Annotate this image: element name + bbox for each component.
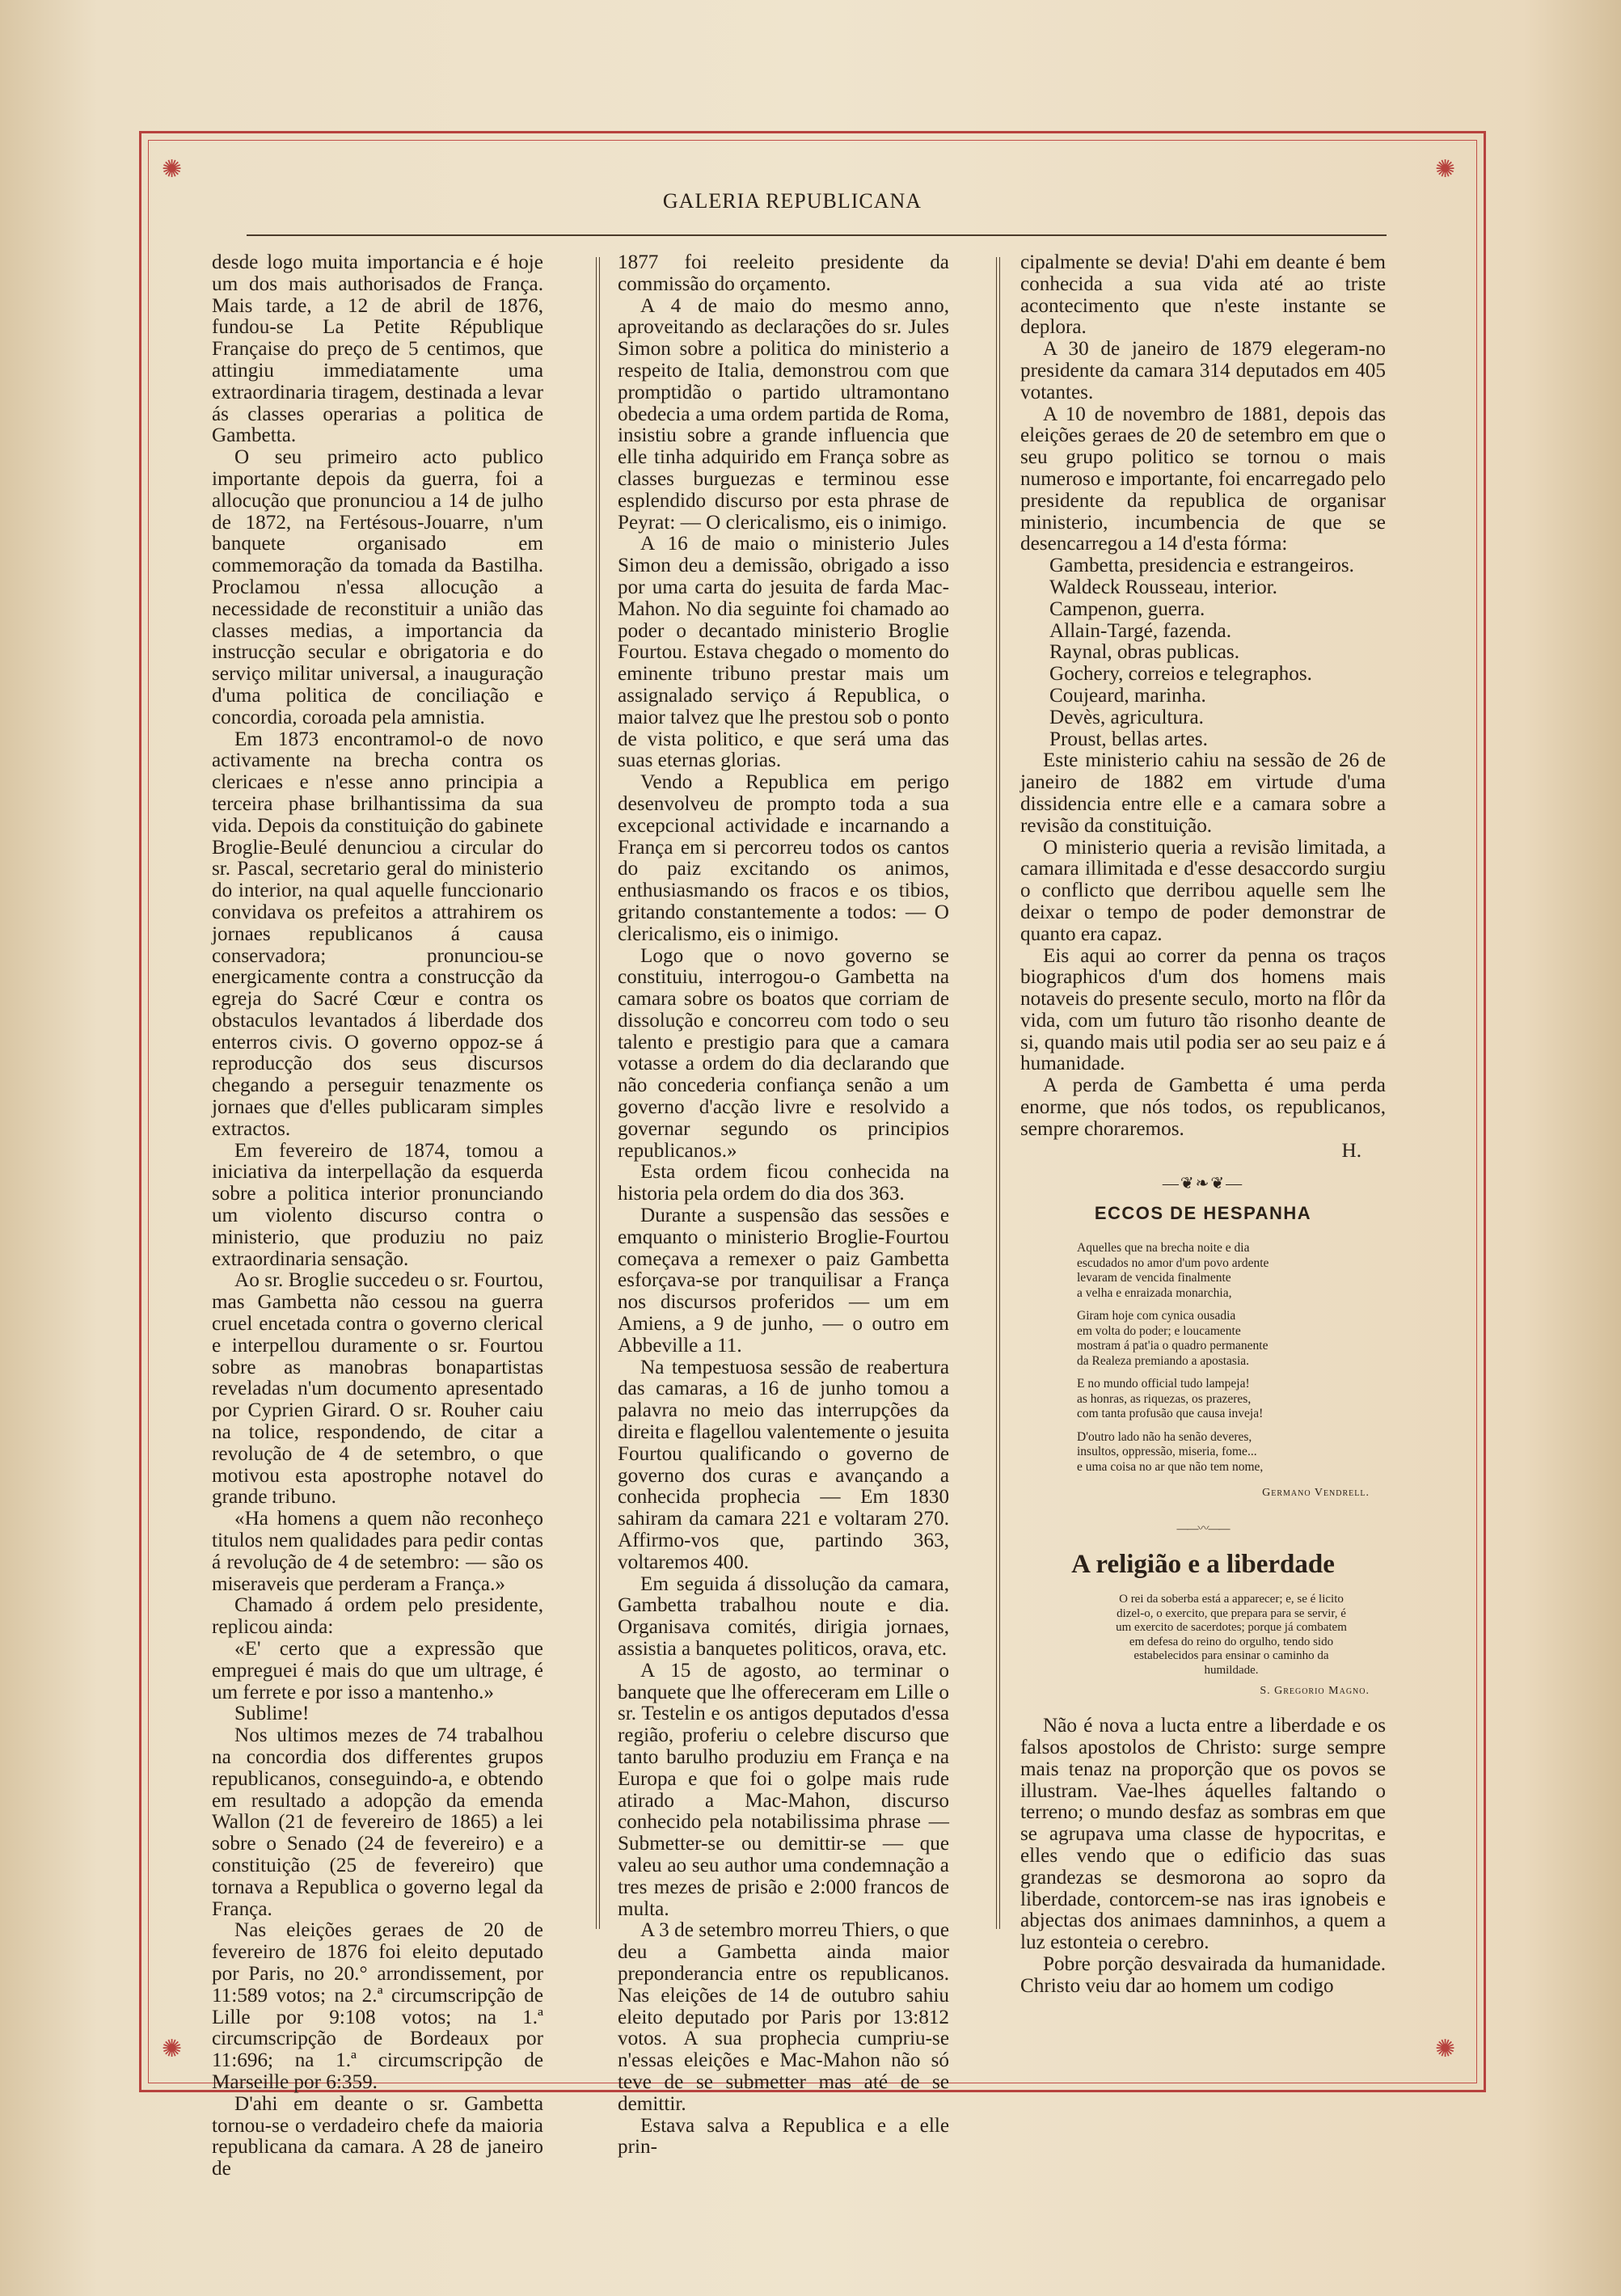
- text-column-1: [212, 252, 543, 2180]
- ministry-line: Proust, bellas artes.: [1049, 728, 1208, 750]
- paragraph: A 10 de novembro de 1881, depois das eleições geraes de 20 de setembro em que o seu grupo politico se tornou o mais numeroso e importante, foi encarregado pelo presidente da republica de organisar ministerio, incumbencia de que se desencarregou a 14 d'esta fórma:: [1020, 403, 1386, 555]
- paragraph: Pobre porção desvairada da humanidade. Christo veiu dar ao homem um codigo: [1020, 1953, 1386, 1997]
- paragraph: Logo que o novo governo se constituiu, interrogou-o Gambetta na camara sobre os boatos que corriam de dissolução e concorreu com todo o seu talento e prestigio para que a camara votasse a ordem do dia declarando que não concederia confiança senão a um governo d'acção livre e resolvido a governar segundo os principios republicanos.»: [618, 944, 949, 1162]
- header-rule: [247, 234, 1387, 236]
- paragraph: A 4 de maio do mesmo anno, aproveitando as declarações do sr. Jules Simon sobre a politica do ministerio a respeito de Italia, demonstrou com que promptidão o partido ultramontano obedecia a uma ordem partida de Roma, insistiu sobre a grande influencia que elle tinha adquirido em França sobre as classes burguezas e terminou esse esplendido discurso por esta phrase de Peyrat: — O clericalismo, eis o inimigo.: [618, 294, 949, 534]
- paragraph: «Ha homens a quem não reconheço titulos nem qualidades para pedir contas á revolução de 4 de setembro: — são os miseraveis que perderam a França.»: [212, 1508, 543, 1595]
- epigraph-author: S. Gregorio Magno.: [1260, 1685, 1370, 1698]
- poem-line: escudados no amor d'um povo ardente: [1077, 1256, 1269, 1270]
- corner-ornament-icon: ✺: [1435, 156, 1456, 183]
- text-column-2: [618, 252, 949, 2159]
- ministry-line: Devès, agricultura.: [1049, 706, 1204, 728]
- poem-line: com tanta profusão que causa inveja!: [1077, 1407, 1264, 1421]
- text-column-3: [1020, 252, 1386, 1998]
- page-header: GALERIA REPUBLICANA: [662, 189, 922, 213]
- ministry-line: Gambetta, presidencia e estrangeiros.: [1049, 555, 1354, 577]
- ministry-line: Allain-Targé, fazenda.: [1049, 619, 1232, 642]
- article-title: A religião e a liberdade: [1071, 1549, 1335, 1579]
- corner-ornament-icon: ✺: [1435, 2036, 1456, 2062]
- section-title: ECCOS DE HESPANHA: [1094, 1203, 1312, 1224]
- paragraph: desde logo muita importancia e é hoje um dos mais authorisados de França. Mais tarde, a 12 de abril de 1876, fundou-se La Petite République Française do preço de 5 centimos, que attingiu immediatamente uma extraordinaria tiragem, destinada a levar ás classes operarias a politica de Gambetta.: [212, 251, 543, 447]
- poem-stanza: [1077, 1309, 1386, 1369]
- ministry-line: Coujeard, marinha.: [1049, 684, 1206, 707]
- poem-line: em volta do poder; e loucamente: [1077, 1323, 1241, 1338]
- poem-line: a velha e enraizada monarchia,: [1077, 1285, 1232, 1300]
- poem-line: mostram á pat'ia o quadro permanente: [1077, 1339, 1269, 1353]
- paragraph: Em fevereiro de 1874, tomou a iniciativa da interpellação da esquerda sobre a politica interior pronunciando um violento discurso contra o ministerio, que produziu no paiz extraordinaria sensação.: [212, 1139, 543, 1270]
- paragraph: A perda de Gambetta é uma perda enorme, que nós todos, os republicanos, sempre choraremos.: [1020, 1074, 1386, 1140]
- paragraph: Esta ordem ficou conhecida na historia pela ordem do dia dos 363.: [618, 1161, 949, 1205]
- poem-line: D'outro lado não ha senão deveres,: [1077, 1429, 1252, 1444]
- poem-line: Aquelles que na brecha noite e dia: [1077, 1241, 1250, 1256]
- paragraph: Durante a suspensão das sessões e emquanto o ministerio Broglie-Fourtou começava a remexer o paiz Gambetta esforçava-se por tranquilisar a França nos discursos proferidos — um em Amiens, a 9 de junho, — o outro em Abbeville a 11.: [618, 1205, 949, 1357]
- paragraph: O seu primeiro acto publico importante depois da guerra, foi a allocução que pronunciou a 14 de julho de 1872, na Fertésous-Jouarre, n'um banquete organisado em commemoração da tomada da Bastilha. Proclamou n'essa allocução a necessidade de reconstituir a união das classes medias, a importancia da instrucção secular e obrigatoria e do serviço militar universal, a inauguração d'uma politica de conciliação e concordia, coroada pela amnistia.: [212, 446, 543, 728]
- poem-line: Giram hoje com cynica ousadia: [1077, 1309, 1236, 1323]
- corner-ornament-icon: ✺: [162, 156, 183, 183]
- paragraph: Na tempestuosa sessão de reabertura das camaras, a 16 de junho tomou a palavra no meio das interrupções da direita e flagellou valentemente o jesuita Fourtou qualificando o governo de governo dos curas e avançando a conhecida prophecia — Em 1830 sahiram da camara 221 e voltaram 270. Affirmo-vos que, partindo 363, voltaremos 400.: [618, 1356, 949, 1573]
- paragraph: Nos ultimos mezes de 74 trabalhou na concordia dos differentes grupos republicanos, conseguindo-a, e obtendo em resultado a adopção da emenda Wallon (21 de fevereiro de 1865) a lei sobre o Senado (24 de fevereiro) e a constituição (25 de fevereiro) que tornava a Republica o governo legal da França.: [212, 1724, 543, 1920]
- divider-icon: ——〰——: [1176, 1522, 1230, 1535]
- poem-line: as honras, as riquezas, os prazeres,: [1077, 1391, 1252, 1406]
- poem-stanza: [1077, 1430, 1386, 1475]
- paragraph: Este ministerio cahiu na sessão de 26 de janeiro de 1882 em virtude d'uma dissidencia entre elle e a camara sobre a revisão da constituição.: [1020, 749, 1386, 837]
- paragraph: Vendo a Republica em perigo desenvolveu de prompto toda a sua excepcional actividade e incarnando a França em si percorreu todos os cantos do paiz excitando os animos, enthusiasmando os fracos e os tibios, gritando constantemente a todos: — O clericalismo, eis o inimigo.: [618, 771, 949, 945]
- column-divider: [996, 257, 997, 1929]
- paragraph: A 15 de agosto, ao terminar o banquete que lhe offereceram em Lille o sr. Testelin e os antigos deputados d'essa região, proferiu o celebre discurso que tanto barulho produziu em França e na Europa e que foi o golpe mais rude atirado a Mac-Mahon, discurso conhecido pela notabilissima phrase — Submetter-se ou demittir-se — que valeu ao seu author uma condemnação a tres mezes de prisão e 2:000 francos de multa.: [618, 1659, 949, 1920]
- paragraph: A 16 de maio o ministerio Jules Simon deu a demissão, obrigado a isso por uma carta do jesuita de farda Mac-Mahon. No dia seguinte foi chamado ao poder o decantado ministerio Broglie Fourtou. Estava chegado o momento do eminente tribuno prestar mais um assignalado serviço á Republica, o maior talvez que lhe prestou sob o ponto de vista politico, e que será uma das suas eternas glorias.: [618, 533, 949, 772]
- ministry-line: Campenon, guerra.: [1049, 597, 1205, 620]
- ministry-line: Raynal, obras publicas.: [1049, 641, 1240, 664]
- paragraph: Nas eleições geraes de 20 de fevereiro de 1876 foi eleito deputado por Paris, no 20.° arrondissement, por 11:589 votos; na 2.ª circumscripção de Lille por 9:108 votos; na 1.ª circumscripção de Bordeaux por 11:696; na 1.ª circumscripção de Marseille por 6:359.: [212, 1919, 543, 2093]
- paragraph: Em 1873 encontramol-o de novo activamente na brecha contra os clericaes e n'esse anno principia a terceira phase brilhantissima da sua vida. Depois da constituição do gabinete Broglie-Beulé denunciou a circular do sr. Pascal, secretario geral do ministerio do interior, na qual aquelle funccionario convidava os prefeitos a attrahirem os jornaes republicanos á causa conservadora; pronunciou-se energicamente contra a construcção da egreja do Sacré Cœur e contra os obstaculos levantados á liberdade dos enterros civis. O governo oppoz-se á reproducção dos seus discursos chegando a perseguir tenazmente os jornaes que d'elles publicaram simples extractos.: [212, 728, 543, 1140]
- poem-author: Germano Vendrell.: [1262, 1487, 1370, 1500]
- poem-line: insultos, oppressão, miseria, fome...: [1077, 1445, 1257, 1459]
- column-divider: [599, 257, 600, 1929]
- epigraph: O rei da soberba está a apparecer; e, se é licito dizel-o, o exercito, que prepara para se servir, é um exercito de sacerdotes; porque já combatem em defesa do reino do orgulho, tendo sido estabelecidos para ensinar o caminho da humildade.: [1116, 1593, 1347, 1677]
- poem-line: da Realeza premiando a apostasia.: [1077, 1353, 1250, 1368]
- ministry-line: Waldeck Rousseau, interior.: [1049, 576, 1277, 598]
- paragraph: Não é nova a lucta entre a liberdade e os falsos apostolos de Christo: surge sempre mais tenaz na proporção que os povos se illustram. Vae-lhes áquelles faltando o terreno; o mundo desfaz as sombras em que se agrupava uma classe de hypocritas, e elles vendo que o edificio das suas grandezas se desmorona ao sopro da liberdade, contorcem-se nas iras ignobeis e abjectas dos animaes damninhos, a quem a luz estonteia o cerebro.: [1020, 1715, 1386, 1954]
- paragraph: D'ahi em deante o sr. Gambetta tornou-se o verdadeiro chefe da maioria republicana da camara. A 28 de janeiro de: [212, 2092, 543, 2180]
- paragraph: Ao sr. Broglie succedeu o sr. Fourtou, mas Gambetta não cessou na guerra cruel encetada contra o governo clerical e interpellou duramente o sr. Fourtou sobre as manobras bonapartistas reveladas n'um documento apresentado por Cyprien Girard. O sr. Rouher caiu na tolice, respondendo, de citar a revolução de 4 de setembro, o que motivou esta apostrophe notavel do grande tribuno.: [212, 1269, 543, 1509]
- paragraph: O ministerio queria a revisão limitada, a camara illimitada e d'esse desaccordo surgiu o conflicto que derribou aquelle sem lhe deixar o tempo de poder demonstrar de quanto era capaz.: [1020, 836, 1386, 945]
- ministry-line: Gochery, correios e telegraphos.: [1049, 663, 1312, 686]
- poem-line: E no mundo official tudo lampeja!: [1077, 1377, 1250, 1391]
- paragraph: cipalmente se devia! D'ahi em deante é bem conhecida a sua vida até ao triste acontecimento que n'este instante se deplora.: [1020, 251, 1386, 339]
- corner-ornament-icon: ✺: [162, 2036, 183, 2062]
- poem-line: e uma coisa no ar que não tem nome,: [1077, 1459, 1264, 1474]
- ornament-divider-icon: —❦❧❦—: [1162, 1175, 1244, 1193]
- poem-line: levaram de vencida finalmente: [1077, 1271, 1231, 1285]
- column-divider: [596, 257, 597, 1929]
- paragraph: A 30 de janeiro de 1879 elegeram-no presidente da camara 314 deputados em 405 votantes.: [1020, 338, 1386, 403]
- paragraph: A 3 de setembro morreu Thiers, o que deu a Gambetta ainda maior preponderancia entre os republicanos. Nas eleições de 14 de outubro sahiu eleito deputado por Paris por 13:812 votos. A sua prophecia cumpriu-se n'essas eleições e Mac-Mahon não só teve de se submetter mas até de se demittir.: [618, 1919, 949, 2115]
- paragraph: Em seguida á dissolução da camara, Gambetta trabalhou noute e dia. Organisava comités, dirigia jornaes, assistia a banquetes politicos, orava, etc.: [618, 1572, 949, 1660]
- paragraph: Eis aqui ao correr da penna os traços biographicos d'um dos homens mais notaveis do presente seculo, morto na flôr da vida, com um futuro tão risonho deante de si, quando mais util podia ser ao seu paiz e á humanidade.: [1020, 944, 1386, 1075]
- paragraph: Chamado á ordem pelo presidente, replicou ainda:: [212, 1594, 543, 1639]
- poem-stanza: [1077, 1241, 1386, 1301]
- signature: H.: [1341, 1139, 1361, 1162]
- paragraph: «E' certo que a expressão que empreguei é mais do que um ultrage, é um ferrete e por isso a mantenho.»: [212, 1638, 543, 1703]
- paragraph: 1877 foi reeleito presidente da commissão do orçamento.: [618, 251, 949, 295]
- paragraph: Sublime!: [234, 1703, 310, 1725]
- column-divider: [999, 257, 1000, 1929]
- paragraph: Estava salva a Republica e a elle prin-: [618, 2114, 949, 2159]
- poem: [1020, 1241, 1386, 1475]
- poem-stanza: [1077, 1377, 1386, 1422]
